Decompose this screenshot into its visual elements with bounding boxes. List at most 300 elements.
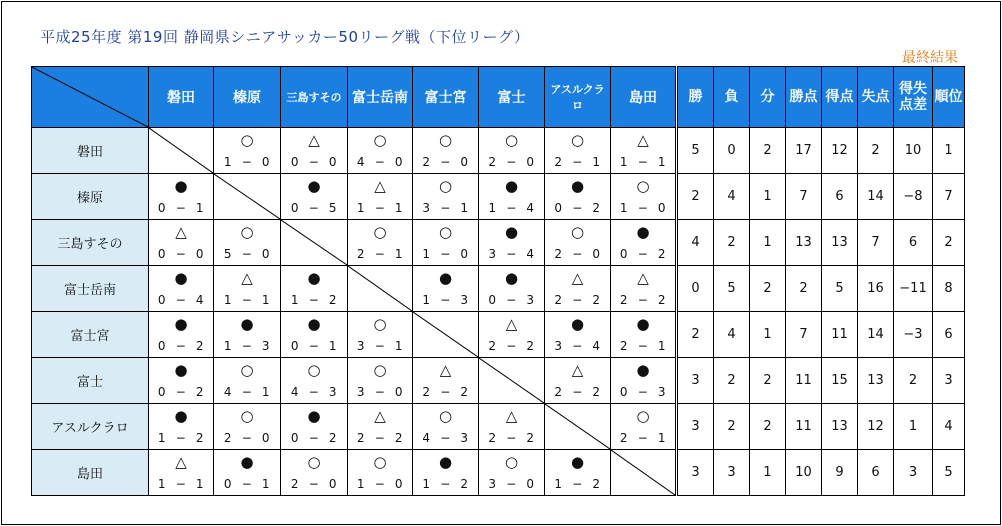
score-for: 0	[157, 293, 167, 307]
match-result-cell	[611, 220, 677, 266]
score-for: 5	[223, 247, 233, 261]
score-against: 1	[195, 477, 205, 491]
result-symbol: ○	[438, 407, 453, 425]
result-symbol: ○	[307, 453, 321, 471]
match-result-cell	[479, 404, 545, 450]
stat-value: 4	[714, 312, 750, 358]
header-stat: 勝点	[786, 67, 822, 128]
stat-value: 13	[858, 358, 894, 404]
match-result-cell	[281, 404, 348, 450]
match-result-cell	[545, 174, 611, 220]
stat-value: 10	[894, 128, 933, 174]
self-match-cell	[413, 312, 479, 358]
stat-value: 2	[786, 266, 822, 312]
self-match-cell	[348, 266, 413, 312]
score-for: 1	[157, 431, 167, 445]
result-symbol: ●	[174, 361, 188, 379]
stat-value: 3	[714, 450, 750, 496]
result-symbol: ●	[438, 453, 453, 471]
score-for: 1	[422, 247, 431, 261]
result-symbol: ○	[438, 131, 453, 149]
stat-value: 5	[677, 128, 714, 174]
stat-value: 4	[677, 220, 714, 266]
match-result-cell	[214, 220, 281, 266]
score-against: 1	[261, 385, 271, 399]
header-team: 富士	[479, 67, 545, 128]
score-for: 0	[157, 201, 167, 215]
stat-value: −8	[894, 174, 933, 220]
result-symbol: △	[439, 361, 452, 379]
score-dash: −	[308, 201, 320, 215]
match-score	[348, 200, 412, 216]
score-against: 0	[261, 247, 271, 261]
score-dash: −	[374, 477, 386, 491]
stat-value: 2	[677, 312, 714, 358]
match-result-cell	[479, 450, 545, 496]
score-for: 2	[290, 477, 300, 491]
match-result-cell	[545, 220, 611, 266]
diagonal-line	[479, 358, 544, 403]
match-result-cell	[611, 174, 677, 220]
match-score	[348, 154, 412, 170]
league-table	[31, 66, 965, 496]
match-result-cell	[214, 312, 281, 358]
score-against: 3	[460, 293, 469, 307]
result-symbol: ○	[438, 223, 453, 241]
stat-value: 5	[933, 450, 965, 496]
match-score	[281, 292, 347, 308]
match-result-cell	[214, 266, 281, 312]
score-dash: −	[572, 293, 583, 307]
score-dash: −	[308, 155, 320, 169]
diagonal-line	[413, 312, 478, 357]
match-result-cell	[149, 358, 214, 404]
match-score	[611, 246, 675, 262]
result-symbol: △	[374, 407, 386, 425]
header-stat: 分	[750, 67, 786, 128]
score-dash: −	[308, 293, 320, 307]
header-team: 榛原	[214, 67, 281, 128]
score-against: 3	[526, 293, 535, 307]
match-score	[214, 476, 280, 492]
match-result-cell	[545, 128, 611, 174]
stat-value: 2	[714, 404, 750, 450]
self-match-cell	[281, 220, 348, 266]
score-for: 2	[356, 247, 366, 261]
stat-value: 5	[822, 266, 858, 312]
result-symbol: △	[308, 131, 320, 149]
score-against: 2	[195, 431, 205, 445]
stat-value: 4	[714, 174, 750, 220]
match-score	[611, 338, 675, 354]
score-dash: −	[572, 201, 583, 215]
result-symbol: ●	[570, 177, 585, 195]
score-dash: −	[308, 339, 320, 353]
header-stat: 失点	[858, 67, 894, 128]
score-dash: −	[572, 247, 583, 261]
score-dash: −	[241, 293, 253, 307]
match-score	[149, 292, 213, 308]
score-for: 0	[290, 201, 300, 215]
match-result-cell	[479, 128, 545, 174]
match-score	[545, 246, 610, 262]
score-for: 3	[356, 339, 366, 353]
score-for: 1	[619, 201, 629, 215]
score-for: 2	[619, 293, 629, 307]
page-title: 平成25年度 第19回 静岡県シニアサッカー50リーグ戦（下位リーグ）	[40, 28, 530, 46]
match-score	[545, 292, 610, 308]
score-for: 1	[356, 477, 366, 491]
match-score	[214, 246, 280, 262]
score-dash: −	[572, 385, 583, 399]
score-against: 2	[526, 431, 535, 445]
match-result-cell	[611, 404, 677, 450]
match-result-cell	[611, 128, 677, 174]
result-symbol: △	[175, 223, 187, 241]
match-score	[281, 430, 347, 446]
score-dash: −	[637, 431, 649, 445]
header-stat: 負	[714, 67, 750, 128]
result-symbol: △	[637, 131, 649, 149]
score-against: 2	[460, 477, 469, 491]
score-against: 0	[261, 155, 271, 169]
score-against: 1	[195, 201, 205, 215]
score-against: 1	[261, 293, 271, 307]
stat-value: 2	[714, 220, 750, 266]
stat-value: 13	[822, 220, 858, 266]
score-for: 2	[488, 339, 497, 353]
score-against: 4	[195, 293, 205, 307]
stat-value: 12	[822, 128, 858, 174]
score-dash: −	[308, 477, 320, 491]
match-result-cell	[348, 404, 413, 450]
score-dash: −	[506, 201, 517, 215]
score-against: 2	[460, 385, 469, 399]
result-symbol: ○	[438, 177, 453, 195]
stat-value: −3	[894, 312, 933, 358]
score-against: 2	[592, 477, 601, 491]
match-score	[413, 292, 478, 308]
score-for: 0	[157, 339, 167, 353]
match-result-cell	[149, 174, 214, 220]
match-result-cell	[281, 266, 348, 312]
header-team: 磐田	[149, 67, 214, 128]
stat-value: 2	[714, 358, 750, 404]
match-score	[479, 292, 544, 308]
score-against: 3	[657, 385, 667, 399]
stat-value: 14	[858, 174, 894, 220]
score-against: 2	[592, 201, 601, 215]
match-result-cell	[214, 128, 281, 174]
score-dash: −	[308, 431, 320, 445]
score-against: 0	[261, 431, 271, 445]
score-dash: −	[175, 431, 187, 445]
result-symbol: ○	[240, 407, 254, 425]
score-dash: −	[175, 201, 187, 215]
result-symbol: △	[505, 315, 518, 333]
score-dash: −	[374, 385, 386, 399]
table-row	[32, 450, 965, 496]
score-for: 4	[223, 385, 233, 399]
score-for: 0	[157, 385, 167, 399]
match-score	[348, 476, 412, 492]
stat-value: 3	[677, 358, 714, 404]
result-symbol: ○	[373, 453, 387, 471]
match-score	[348, 246, 412, 262]
score-for: 2	[356, 431, 366, 445]
match-score	[149, 476, 213, 492]
result-symbol: △	[505, 407, 518, 425]
score-for: 4	[422, 431, 431, 445]
match-result-cell	[348, 450, 413, 496]
score-against: 0	[394, 155, 404, 169]
table-row	[32, 404, 965, 450]
score-against: 1	[328, 339, 338, 353]
score-dash: −	[241, 155, 253, 169]
self-match-cell	[214, 174, 281, 220]
team-name: 島田	[32, 450, 149, 496]
score-against: 1	[657, 155, 667, 169]
score-against: 2	[328, 431, 338, 445]
team-name: 富士岳南	[32, 266, 149, 312]
score-for: 3	[488, 477, 497, 491]
result-symbol: ●	[307, 407, 321, 425]
score-for: 4	[356, 155, 366, 169]
table-row	[32, 128, 965, 174]
diagonal-line	[149, 128, 213, 173]
match-result-cell	[281, 128, 348, 174]
match-score	[348, 384, 412, 400]
match-score	[545, 384, 610, 400]
stat-value: 2	[750, 128, 786, 174]
score-for: 1	[223, 339, 233, 353]
result-symbol: ○	[504, 453, 519, 471]
score-dash: −	[637, 201, 649, 215]
score-against: 2	[657, 293, 667, 307]
score-dash: −	[374, 201, 386, 215]
result-symbol: ○	[240, 223, 254, 241]
result-symbol: △	[637, 269, 649, 287]
stat-value: 10	[786, 450, 822, 496]
score-against: 0	[526, 155, 535, 169]
diagonal-line	[611, 450, 675, 495]
score-for: 2	[554, 385, 563, 399]
header-team: 三島すその	[281, 67, 348, 128]
match-result-cell	[348, 174, 413, 220]
stat-value: 2	[750, 266, 786, 312]
score-dash: −	[506, 247, 517, 261]
match-result-cell	[149, 312, 214, 358]
stat-value: 7	[786, 174, 822, 220]
score-for: 3	[488, 247, 497, 261]
score-against: 0	[592, 247, 601, 261]
match-result-cell	[149, 450, 214, 496]
score-against: 1	[394, 247, 404, 261]
stat-value: 3	[677, 450, 714, 496]
stat-value: 0	[677, 266, 714, 312]
table-row	[32, 174, 965, 220]
stat-value: 0	[714, 128, 750, 174]
match-score	[413, 384, 478, 400]
match-score	[413, 430, 478, 446]
score-for: 0	[290, 339, 300, 353]
score-for: 2	[619, 339, 629, 353]
score-dash: −	[637, 247, 649, 261]
stat-value: 3	[933, 358, 965, 404]
header-team: 富士宮	[413, 67, 479, 128]
stat-value: 1	[750, 312, 786, 358]
score-dash: −	[506, 339, 517, 353]
header-stat: 得点	[822, 67, 858, 128]
match-result-cell	[149, 220, 214, 266]
table-row	[32, 266, 965, 312]
match-score	[214, 338, 280, 354]
stat-value: 14	[858, 312, 894, 358]
stat-value: 3	[677, 404, 714, 450]
stat-value: 5	[714, 266, 750, 312]
match-score	[611, 154, 675, 170]
result-symbol: △	[374, 177, 386, 195]
score-dash: −	[440, 293, 451, 307]
stat-value: 7	[786, 312, 822, 358]
stat-value: 2	[858, 128, 894, 174]
header-stat: 勝	[677, 67, 714, 128]
score-against: 1	[394, 201, 404, 215]
match-score	[214, 430, 280, 446]
score-for: 1	[223, 155, 233, 169]
result-symbol: ●	[636, 223, 650, 241]
score-for: 0	[290, 431, 300, 445]
header-team: 富士岳南	[348, 67, 413, 128]
score-for: 0	[554, 201, 563, 215]
match-result-cell	[281, 358, 348, 404]
result-symbol: ●	[504, 269, 519, 287]
match-result-cell	[479, 174, 545, 220]
result-symbol: ●	[174, 315, 188, 333]
team-name: 富士	[32, 358, 149, 404]
match-result-cell	[479, 266, 545, 312]
stat-value: 8	[933, 266, 965, 312]
header-stat: 得失 点差	[894, 67, 933, 128]
score-against: 2	[195, 385, 205, 399]
result-symbol: ●	[570, 453, 585, 471]
match-score	[479, 200, 544, 216]
score-dash: −	[175, 293, 187, 307]
stat-value: 6	[894, 220, 933, 266]
score-against: 3	[328, 385, 338, 399]
score-against: 3	[460, 431, 469, 445]
match-score	[545, 154, 610, 170]
match-score	[479, 246, 544, 262]
stat-value: 13	[822, 404, 858, 450]
match-result-cell	[545, 358, 611, 404]
diagonal-line	[348, 266, 412, 311]
result-symbol: ●	[174, 407, 188, 425]
header-team: アスルクラロ	[545, 67, 611, 128]
result-symbol: ○	[240, 131, 254, 149]
score-dash: −	[572, 477, 583, 491]
result-symbol: ●	[240, 315, 254, 333]
score-dash: −	[506, 477, 517, 491]
match-score	[611, 200, 675, 216]
score-dash: −	[440, 155, 451, 169]
score-against: 2	[394, 431, 404, 445]
result-symbol: ●	[307, 269, 321, 287]
result-symbol: ○	[636, 407, 650, 425]
stat-value: 3	[894, 450, 933, 496]
score-against: 2	[328, 293, 338, 307]
header-stat: 順位	[933, 67, 965, 128]
result-symbol: △	[571, 269, 584, 287]
score-for: 1	[488, 201, 497, 215]
result-symbol: ●	[174, 269, 188, 287]
score-for: 2	[554, 247, 563, 261]
result-symbol: ○	[636, 177, 650, 195]
score-dash: −	[241, 431, 253, 445]
score-for: 1	[157, 477, 167, 491]
score-dash: −	[506, 155, 517, 169]
score-for: 2	[554, 293, 563, 307]
stat-value: 2	[677, 174, 714, 220]
match-result-cell	[348, 220, 413, 266]
match-score	[413, 200, 478, 216]
match-result-cell	[545, 450, 611, 496]
score-for: 2	[619, 431, 629, 445]
score-for: 2	[422, 155, 431, 169]
score-against: 0	[328, 155, 338, 169]
stat-value: 2	[894, 358, 933, 404]
result-symbol: ○	[373, 315, 387, 333]
stat-value: 2	[750, 358, 786, 404]
score-against: 0	[460, 155, 469, 169]
match-score	[281, 476, 347, 492]
result-symbol: ●	[174, 177, 188, 195]
diagonal-line	[281, 220, 347, 265]
score-dash: −	[506, 431, 517, 445]
team-name: 磐田	[32, 128, 149, 174]
score-dash: −	[175, 339, 187, 353]
result-symbol: ●	[240, 453, 254, 471]
match-result-cell	[214, 450, 281, 496]
match-result-cell	[149, 266, 214, 312]
match-result-cell	[413, 174, 479, 220]
stat-value: 6	[933, 312, 965, 358]
stat-value: 13	[786, 220, 822, 266]
result-label: 最終結果	[902, 50, 958, 66]
score-dash: −	[374, 155, 386, 169]
stat-value: 11	[786, 358, 822, 404]
table-row	[32, 358, 965, 404]
match-score	[545, 200, 610, 216]
self-match-cell	[611, 450, 677, 496]
score-dash: −	[637, 385, 649, 399]
score-against: 0	[657, 201, 667, 215]
score-dash: −	[440, 385, 451, 399]
score-against: 4	[592, 339, 601, 353]
match-result-cell	[348, 358, 413, 404]
header-team: 島田	[611, 67, 677, 128]
score-dash: −	[175, 385, 187, 399]
match-score	[214, 154, 280, 170]
match-result-cell	[611, 358, 677, 404]
score-dash: −	[637, 293, 649, 307]
stat-value: 1	[750, 220, 786, 266]
match-score	[479, 154, 544, 170]
score-for: 1	[223, 293, 233, 307]
result-symbol: △	[571, 361, 584, 379]
stat-value: 9	[822, 450, 858, 496]
match-result-cell	[149, 404, 214, 450]
